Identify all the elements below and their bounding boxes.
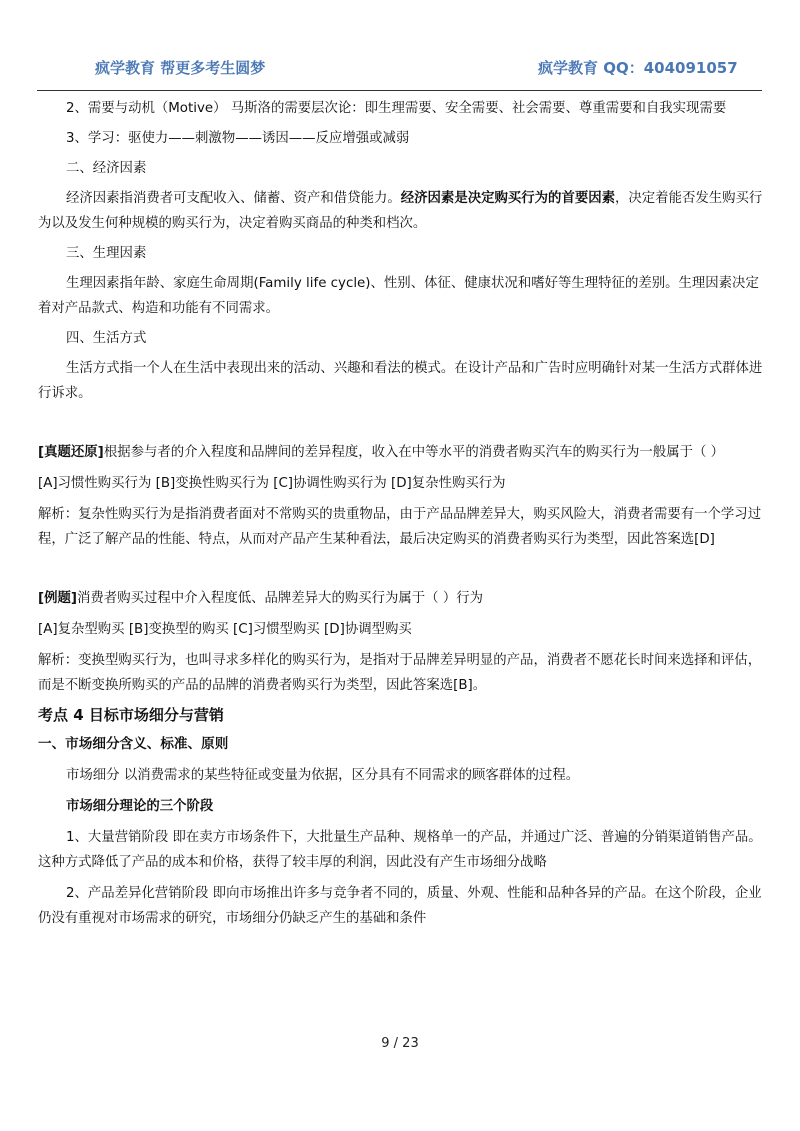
- page-content: [38, 96, 765, 931]
- heading-physiological: 三、生理因素: [66, 246, 147, 261]
- economic-emphasis: 经济因素是决定购买行为的首要因素: [400, 191, 616, 206]
- header-contact: 疯学教育 QQ：404091057: [538, 59, 738, 77]
- paragraph-physiological: 生理因素指年龄、家庭生命周期(Family life cycle)、性别、体征、健康状况和嗜好等生理特征的差别。生理因素决定着对产品款式、构造和功能有不同需求。: [38, 276, 759, 316]
- section-title-segmentation: 一、市场细分含义、标准、原则: [38, 736, 229, 752]
- header-divider: [37, 90, 762, 91]
- paragraph-stage-1: 1、大量营销阶段 即在卖方市场条件下，大批量生产品种、规格单一的产品，并通过广泛、普遍的分销渠道销售产品。这种方式降低了产品的成本和价格，获得了较丰厚的利润，因此没有产生市场细分战略: [38, 830, 762, 870]
- question-1-analysis: 解析：复杂性购买行为是指消费者面对不常购买的贵重物品，由于产品品牌差异大，购买风险大，消费者需要有一个学习过程，广泛了解产品的性能、特点，从而对产品产生某种看法，最后决定购买的消费者购买行为类型，因此答案选[D]: [38, 507, 762, 547]
- section-kaodian-4: 考点 4 目标市场细分与营销: [38, 706, 224, 724]
- paragraph-segmentation-definition: 市场细分 以消费需求的某些特征或变量为依据，区分具有不同需求的顾客群体的过程。: [66, 768, 580, 783]
- question-2-analysis: 解析：变换型购买行为，也叫寻求多样化的购买行为，是指对于品牌差异明显的产品，消费者不愿花长时间来选择和评估，而是不断变换所购买的产品的品牌的消费者购买行为类型，因此答案选[B]。: [38, 653, 762, 693]
- header-slogan: 疯学教育 帮更多考生圆梦: [95, 59, 266, 77]
- question-2: [38, 586, 765, 611]
- economic-text-c: ，决定着能否发生购买行为以及发生何种规模的购买行为，决定着购买商品的种类和档次。: [38, 191, 763, 231]
- question-1-options: [A]习惯性购买行为 [B]变换性购买行为 [C]协调性购买行为 [D]复杂性购买行为: [38, 476, 506, 491]
- question-2-text: 消费者购买过程中介入程度低、品牌差异大的购买行为属于（ ）行为: [77, 591, 484, 606]
- paragraph-economic: [38, 186, 765, 236]
- subheading-three-stages: 市场细分理论的三个阶段: [66, 799, 214, 814]
- question-1-text: 根据参与者的介入程度和品牌间的差异程度，收入在中等水平的消费者购买汽车的购买行为一般属于（ ）: [103, 445, 725, 460]
- question-2-tag: [例题]: [38, 591, 78, 606]
- paragraph-learning: 3、学习：驱使力——刺激物——诱因——反应增强或减弱: [66, 131, 410, 146]
- page-number: 9 / 23: [381, 1036, 419, 1051]
- economic-text-a: 经济因素指消费者可支配收入、储蓄、资产和借贷能力。: [66, 191, 401, 206]
- question-1: [38, 440, 765, 465]
- paragraph-lifestyle: 生活方式指一个人在生活中表现出来的活动、兴趣和看法的模式。在设计产品和广告时应明确针对某一生活方式群体进行诉求。: [38, 361, 763, 401]
- paragraph-motive: 2、需要与动机（Motive） 马斯洛的需要层次论：即生理需要、安全需要、社会需要、尊重需要和自我实现需要: [66, 101, 727, 116]
- question-2-options: [A]复杂型购买 [B]变换型的购买 [C]习惯型购买 [D]协调型购买: [38, 622, 412, 637]
- question-1-tag: [真题还原]: [38, 445, 104, 460]
- paragraph-stage-2: 2、产品差异化营销阶段 即向市场推出许多与竞争者不同的，质量、外观、性能和品种各异的产品。在这个阶段，企业仍没有重视对市场需求的研究，市场细分仍缺乏产生的基础和条件: [38, 886, 762, 926]
- page-header: [0, 0, 800, 92]
- heading-economic: 二、经济因素: [66, 161, 147, 176]
- heading-lifestyle: 四、生活方式: [66, 331, 147, 346]
